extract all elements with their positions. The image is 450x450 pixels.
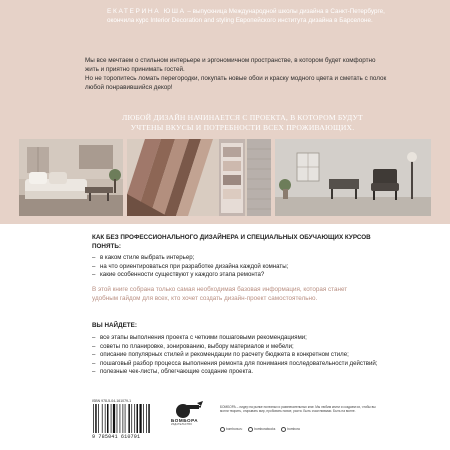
publisher-blurb: БОМБОРА – лидер на рынке полезных и развлекательных книг. Мы любим книги и создаем их, чтобы вы могли творить, открывать мир, пробовать новое, расти. Быть счастливыми. Быть на волне. bbox=[220, 405, 376, 414]
top-section bbox=[0, 0, 450, 224]
social-icon bbox=[248, 427, 253, 432]
social-links bbox=[220, 427, 305, 432]
social-link-bombora[interactable]: bombora bbox=[281, 427, 300, 431]
section-heading-2: ВЫ НАЙДЕТЕ: bbox=[92, 322, 137, 329]
publisher-name: БОМБОРА bbox=[171, 418, 199, 423]
list-item: – какие особенности существуют у каждого этапа ремонта? bbox=[92, 271, 392, 280]
globe-icon bbox=[220, 427, 225, 432]
author-bio bbox=[107, 7, 397, 26]
intro-paragraph-1: Мы все мечтаем о стильном интерьере и эргономичном пространстве, в котором будет комфортно жить и приятно принимать гостей. bbox=[85, 57, 376, 74]
author-bio-text: – выпускница Международной школы дизайна в Санкт-Петербурге, окончила курс Interior Decoration and styling Европейского института дизайна в Барселоне. bbox=[107, 8, 385, 25]
living-room-photo bbox=[19, 139, 123, 216]
publisher-subtitle: ИЗДАТЕЛЬСТВО bbox=[171, 423, 193, 426]
chair-room-photo bbox=[275, 139, 431, 216]
chair-room-illustration bbox=[275, 139, 431, 216]
living-room-illustration bbox=[19, 139, 123, 216]
bombora-logo-icon bbox=[171, 397, 211, 419]
barcode-digits: 9 785041 610791 bbox=[92, 434, 141, 440]
list-item: – пошаговый разбор процесса выполнения ремонта для понимания последовательности действий; bbox=[92, 360, 392, 369]
website-link[interactable]: bombora.ru bbox=[220, 427, 242, 431]
list-item: – в каком стиле выбрать интерьер; bbox=[92, 254, 392, 263]
bottom-section bbox=[0, 224, 450, 450]
barcode-block bbox=[92, 399, 162, 442]
list-item: – советы по планировке, зонированию, выбору материалов и мебели; bbox=[92, 343, 392, 352]
material-swatches-photo bbox=[127, 139, 271, 216]
barcode-icon bbox=[92, 404, 156, 434]
contents-list bbox=[92, 334, 392, 377]
intro-paragraph-2: Но не торопитесь ломать перегородки, покупать новые обои и краску модного цвета и сметать с полок любой понравившийся декор! bbox=[85, 75, 387, 92]
questions-list bbox=[92, 254, 392, 280]
intro-text bbox=[85, 56, 390, 92]
swatches-illustration bbox=[127, 139, 271, 216]
book-summary: В этой книге собрана только самая необходимая базовая информация, которая станет удобным гайдом для всех, кто хочет создать дизайн-проект самостоятельно. bbox=[92, 286, 348, 302]
pull-quote: ЛЮБОЙ ДИЗАЙН НАЧИНАЕТСЯ С ПРОЕКТА, В КОТОРОМ БУДУТ УЧТЕНЫ ВКУСЫ И ПОТРЕБНОСТИ ВСЕХ ПРОЖИВАЮЩИХ. bbox=[122, 113, 363, 133]
social-icon bbox=[281, 427, 286, 432]
list-item: – полезные чек-листы, облегчающие создание проекта. bbox=[92, 368, 392, 377]
author-name: ЕКАТЕРИНА ЮША bbox=[107, 8, 186, 15]
list-item: – на что ориентироваться при разработке дизайна каждой комнаты; bbox=[92, 263, 392, 272]
list-item: – все этапы выполнения проекта с четкими пошаговыми рекомендациями; bbox=[92, 334, 392, 343]
list-item: – описание популярных стилей и рекомендации по расчету бюджета в конкретном стиле; bbox=[92, 351, 392, 360]
section-heading-1: КАК БЕЗ ПРОФЕССИОНАЛЬНОГО ДИЗАЙНЕРА И СПЕЦИАЛЬНЫХ ОБУЧАЮЩИХ КУРСОВ ПОНЯТЬ: bbox=[92, 234, 371, 251]
isbn-text: ISBN 978-5-04-161079-1 bbox=[92, 399, 132, 403]
social-link-books[interactable]: bomborabooks bbox=[248, 427, 275, 431]
